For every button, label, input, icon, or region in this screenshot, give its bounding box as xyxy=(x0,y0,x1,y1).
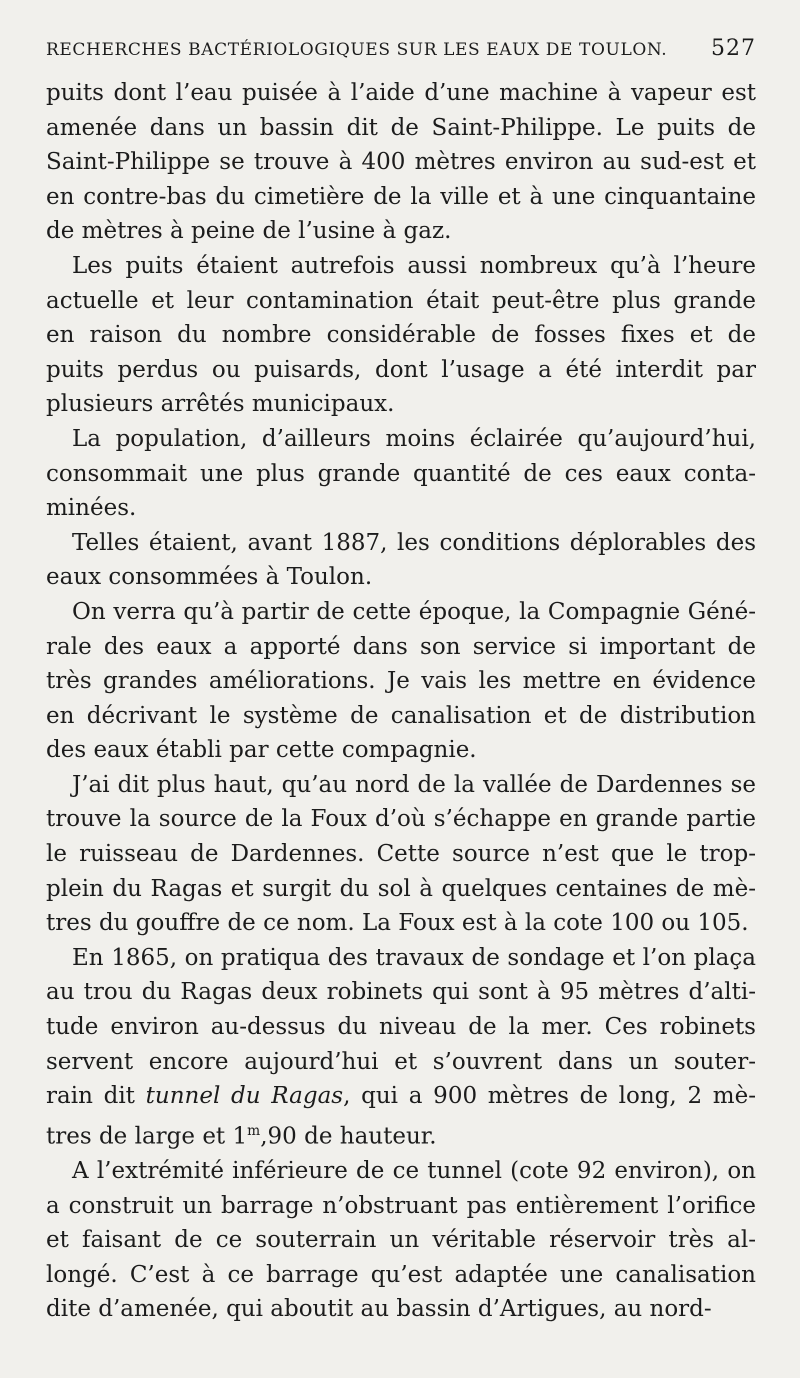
text-line: puits dont l’eau puisée à l’aide d’une machine à vapeur est xyxy=(46,80,756,106)
text-line: En 1865, on pratiqua des travaux de sondage et l’on plaça xyxy=(72,944,756,971)
text-line: en décrivant le système de canalisation et de distribution xyxy=(46,702,756,729)
text-line: rain dit tunnel du Ragas, qui a 900 mètres de long, 2 mè- xyxy=(46,1083,756,1110)
text-line: La population, d’ailleurs moins éclairée qu’aujourd’hui, xyxy=(72,425,756,452)
running-title: RECHERCHES BACTÉRIOLOGIQUES SUR LES EAUX DE TOULON. xyxy=(46,40,668,60)
text-line: J’ai dit plus haut, qu’au nord de la vallée de Dardennes se xyxy=(72,771,756,798)
paragraph xyxy=(46,768,756,941)
text-line: plein du Ragas et surgit du sol à quelques centaines de mè- xyxy=(46,875,756,902)
text-line: Telles étaient, avant 1887, les conditions déplorables des xyxy=(72,529,756,556)
text-line: en contre-bas du cimetière de la ville et à une cinquantaine xyxy=(46,183,756,210)
text-line: des eaux établi par cette compagnie. xyxy=(46,737,477,764)
text-line: minées. xyxy=(46,495,137,522)
text-line: trouve la source de la Foux d’où s’échappe en grande partie xyxy=(46,806,756,833)
paragraph xyxy=(46,941,756,1154)
text-line: eaux consommées à Toulon. xyxy=(46,564,373,591)
text-line: actuelle et leur contamination était peut-être plus grande xyxy=(46,287,756,314)
running-header xyxy=(46,36,756,76)
text-line: longé. C’est à ce barrage qu’est adaptée une canalisation xyxy=(46,1261,756,1288)
text-line: rale des eaux a apporté dans son service si important de xyxy=(46,633,756,660)
text-line: de mètres à peine de l’usine à gaz. xyxy=(46,218,452,245)
text-line: le ruisseau de Dardennes. Cette source n’est que le trop- xyxy=(46,841,756,868)
paragraph xyxy=(46,422,756,526)
text-line: en raison du nombre considérable de fosses fixes et de xyxy=(46,322,756,349)
paragraph xyxy=(46,1154,756,1327)
paragraph xyxy=(46,76,756,249)
text-line: tres du gouffre de ce nom. La Foux est à la cote 100 ou 105. xyxy=(46,910,749,937)
paragraph xyxy=(46,595,756,768)
text-line: consommait une plus grande quantité de ces eaux conta- xyxy=(46,460,756,487)
text-line: tres de large et 1$^m$,90 de hauteur. xyxy=(46,1122,437,1150)
paragraph xyxy=(46,249,756,422)
text-line: au trou du Ragas deux robinets qui sont à 95 mètres d’alti- xyxy=(46,979,756,1006)
text-line: servent encore aujourd’hui et s’ouvrent dans un souter- xyxy=(46,1048,756,1075)
text-line: amenée dans un bassin dit de Saint-Philippe. Le puits de xyxy=(46,114,756,141)
text-line: On verra qu’à partir de cette époque, la Compagnie Géné- xyxy=(72,598,756,625)
text-line: puits perdus ou puisards, dont l’usage a été interdit par xyxy=(46,356,756,383)
text-line: dite d’amenée, qui aboutit au bassin d’Artigues, au nord- xyxy=(46,1296,712,1323)
page-body xyxy=(46,76,756,1327)
text-line: Les puits étaient autrefois aussi nombreux qu’à l’heure xyxy=(72,252,756,279)
text-line: a construit un barrage n’obstruant pas entièrement l’orifice xyxy=(46,1192,756,1219)
page-number: 527 xyxy=(711,36,756,61)
text-line: Saint-Philippe se trouve à 400 mètres environ au sud-est et xyxy=(46,149,756,176)
text-line: tude environ au-dessus du niveau de la mer. Ces robinets xyxy=(46,1014,756,1041)
text-line: A l’extrémité inférieure de ce tunnel (cote 92 environ), on xyxy=(72,1158,756,1185)
text-line: plusieurs arrêtés municipaux. xyxy=(46,391,395,418)
paragraph xyxy=(46,526,756,595)
text-line: très grandes améliorations. Je vais les mettre en évidence xyxy=(46,668,756,695)
text-line: et faisant de ce souterrain un véritable réservoir très al- xyxy=(46,1227,756,1254)
